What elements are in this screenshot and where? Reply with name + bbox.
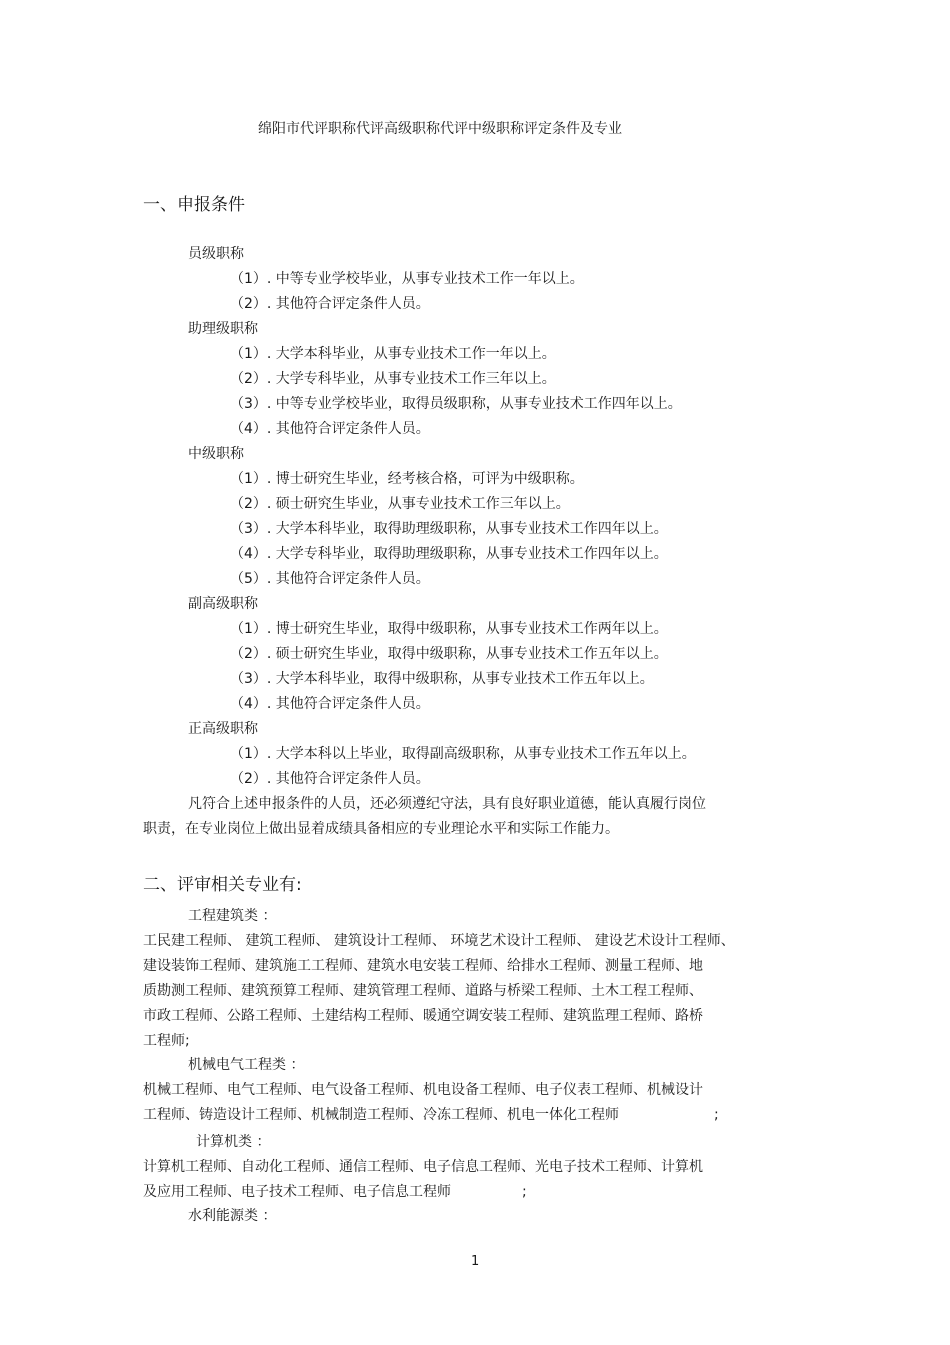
specialty-line-end: ; bbox=[714, 1107, 719, 1123]
list-item: （3）. 大学本科毕业，取得中级职称，从事专业技术工作五年以上。 bbox=[230, 671, 654, 687]
specialty-line-end: ; bbox=[522, 1184, 527, 1200]
group-heading-assistant: 助理级职称 bbox=[188, 321, 258, 337]
specialty-line: 工程师、铸造设计工程师、机械制造工程师、冷冻工程师、机电一体化工程师 bbox=[143, 1107, 619, 1123]
list-item: （3）. 中等专业学校毕业，取得员级职称，从事专业技术工作四年以上。 bbox=[230, 396, 682, 412]
list-item: （1）. 博士研究生毕业，取得中级职称，从事专业技术工作两年以上。 bbox=[230, 621, 668, 637]
specialty-line: 工程师; bbox=[143, 1033, 190, 1049]
note-paragraph-line1: 凡符合上述申报条件的人员，还必须遵纪守法，具有良好职业道德，能认真履行岗位 bbox=[188, 796, 706, 812]
specialty-line: 及应用工程师、电子技术工程师、电子信息工程师 bbox=[143, 1184, 451, 1200]
list-item: （2）. 其他符合评定条件人员。 bbox=[230, 771, 430, 787]
list-item: （2）. 其他符合评定条件人员。 bbox=[230, 296, 430, 312]
list-item: （2）. 硕士研究生毕业，取得中级职称，从事专业技术工作五年以上。 bbox=[230, 646, 668, 662]
list-item: （2）. 硕士研究生毕业，从事专业技术工作三年以上。 bbox=[230, 496, 570, 512]
list-item: （4）. 大学专科毕业，取得助理级职称，从事专业技术工作四年以上。 bbox=[230, 546, 668, 562]
page-number: 1 bbox=[471, 1254, 480, 1269]
list-item: （3）. 大学本科毕业，取得助理级职称，从事专业技术工作四年以上。 bbox=[230, 521, 668, 537]
section-heading-specialties: 二、评审相关专业有: bbox=[143, 875, 302, 895]
list-item: （5）. 其他符合评定条件人员。 bbox=[230, 571, 430, 587]
specialty-line: 市政工程师、公路工程师、土建结构工程师、暖通空调安装工程师、建筑监理工程师、路桥 bbox=[143, 1008, 703, 1024]
list-item: （2）. 大学专科毕业，从事专业技术工作三年以上。 bbox=[230, 371, 556, 387]
specialty-line: 工民建工程师、 建筑工程师、 建筑设计工程师、 环境艺术设计工程师、 建设艺术设计工程师、 bbox=[143, 933, 735, 949]
group-heading-associate-senior: 副高级职称 bbox=[188, 596, 258, 612]
list-item: （4）. 其他符合评定条件人员。 bbox=[230, 696, 430, 712]
section-heading-application-conditions: 一、申报条件 bbox=[143, 195, 245, 215]
document-title: 绵阳市代评职称代评高级职称代评中级职称评定条件及专业 bbox=[258, 121, 622, 137]
group-heading-intermediate: 中级职称 bbox=[188, 446, 244, 462]
list-item: （4）. 其他符合评定条件人员。 bbox=[230, 421, 430, 437]
category-label-water-energy: 水利能源类 ： bbox=[188, 1208, 277, 1224]
specialty-line: 机械工程师、电气工程师、电气设备工程师、机电设备工程师、电子仪表工程师、机械设计 bbox=[143, 1082, 703, 1098]
list-item: （1）. 中等专业学校毕业，从事专业技术工作一年以上。 bbox=[230, 271, 584, 287]
list-item: （1）. 大学本科毕业，从事专业技术工作一年以上。 bbox=[230, 346, 556, 362]
category-label-construction: 工程建筑类 ： bbox=[188, 908, 277, 924]
specialty-line: 计算机工程师、自动化工程师、通信工程师、电子信息工程师、光电子技术工程师、计算机 bbox=[143, 1159, 703, 1175]
specialty-line: 建设装饰工程师、建筑施工工程师、建筑水电安装工程师、给排水工程师、测量工程师、地 bbox=[143, 958, 703, 974]
specialty-line: 质勘测工程师、建筑预算工程师、建筑管理工程师、道路与桥梁工程师、土木工程工程师、 bbox=[143, 983, 703, 999]
category-label-computer: 计算机类 ： bbox=[196, 1134, 271, 1150]
list-item: （1）. 大学本科以上毕业，取得副高级职称，从事专业技术工作五年以上。 bbox=[230, 746, 696, 762]
list-item: （1）. 博士研究生毕业，经考核合格，可评为中级职称。 bbox=[230, 471, 584, 487]
group-heading-junior: 员级职称 bbox=[188, 246, 244, 262]
note-paragraph-line2: 职责，在专业岗位上做出显着成绩具备相应的专业理论水平和实际工作能力。 bbox=[143, 821, 619, 837]
group-heading-full-senior: 正高级职称 bbox=[188, 721, 258, 737]
category-label-mechanical-electrical: 机械电气工程类 ： bbox=[188, 1057, 305, 1073]
